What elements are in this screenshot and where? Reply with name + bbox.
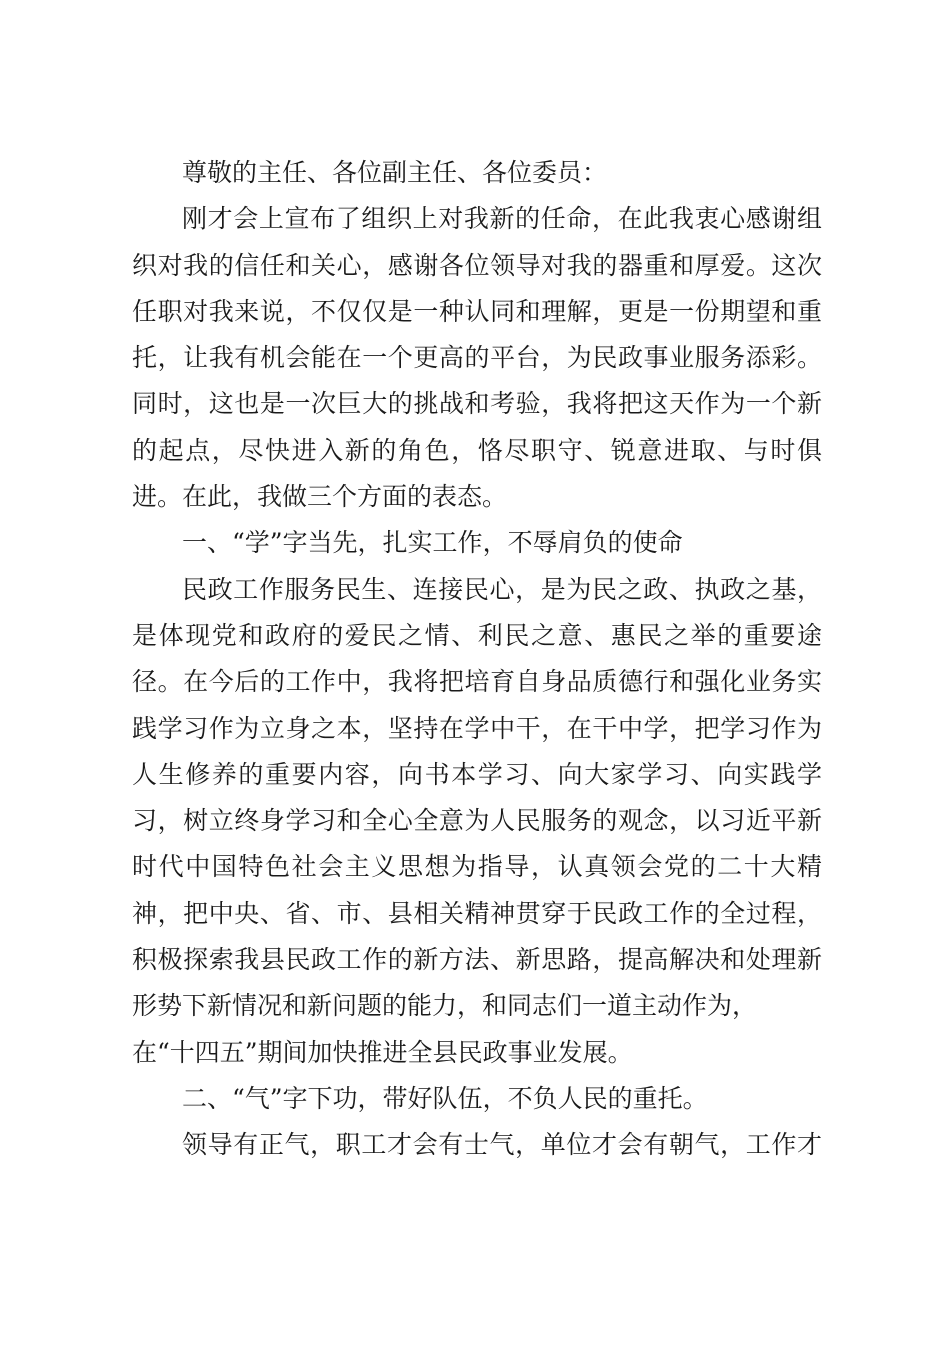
text-line: 尊敬的主任、各位副主任、各位委员：: [182, 158, 608, 187]
text-line: 民政工作服务民生、连接民心，是为民之政、执政之基，: [182, 574, 822, 604]
text-line: 时代中国特色社会主义思想为指导，认真领会党的二十大精: [132, 852, 822, 882]
text-line: 神，把中央、省、市、县相关精神贯穿于民政工作的全过程，: [132, 898, 822, 928]
text-line: 任职对我来说，不仅仅是一种认同和理解，更是一份期望和重: [132, 296, 822, 326]
text-line: 在“十四五”期间加快推进全县民政事业发展。: [132, 1037, 633, 1067]
text-line: 同时，这也是一次巨大的挑战和考验，我将把这天作为一个新: [132, 389, 822, 419]
document-body: [132, 150, 822, 1169]
text-line: 形势下新情况和新问题的能力，和同志们一道主动作为，: [132, 991, 758, 1021]
text-line: 的起点，尽快进入新的角色，恪尽职守、锐意进取、与时俱: [132, 435, 822, 465]
text-line: 二、“气”字下功，带好队伍，不负人民的重托。: [182, 1083, 708, 1113]
text-line: 人生修养的重要内容，向书本学习、向大家学习、向实践学: [132, 759, 822, 789]
text-line: 领导有正气，职工才会有士气，单位才会有朝气，工作才: [182, 1130, 822, 1160]
text-line: 托，让我有机会能在一个更高的平台，为民政事业服务添彩。: [132, 343, 822, 373]
text-line: 践学习作为立身之本，坚持在学中干，在干中学，把学习作为: [132, 713, 822, 743]
text-line: 一、“学”字当先，扎实工作，不辱肩负的使命: [182, 528, 683, 558]
text-line: 进。在此，我做三个方面的表态。: [132, 482, 508, 512]
text-line: 是体现党和政府的爱民之情、利民之意、惠民之举的重要途: [132, 620, 822, 650]
text-line: 织对我的信任和关心，感谢各位领导对我的器重和厚爱。这次: [132, 250, 822, 280]
text-line: 积极探索我县民政工作的新方法、新思路，提高解决和处理新: [132, 945, 822, 975]
text-line: 习，树立终身学习和全心全意为人民服务的观念，以习近平新: [132, 806, 822, 836]
text-line: 径。在今后的工作中，我将把培育自身品质德行和强化业务实: [132, 667, 822, 697]
text-line: 刚才会上宣布了组织上对我新的任命，在此我衷心感谢组: [182, 204, 822, 234]
